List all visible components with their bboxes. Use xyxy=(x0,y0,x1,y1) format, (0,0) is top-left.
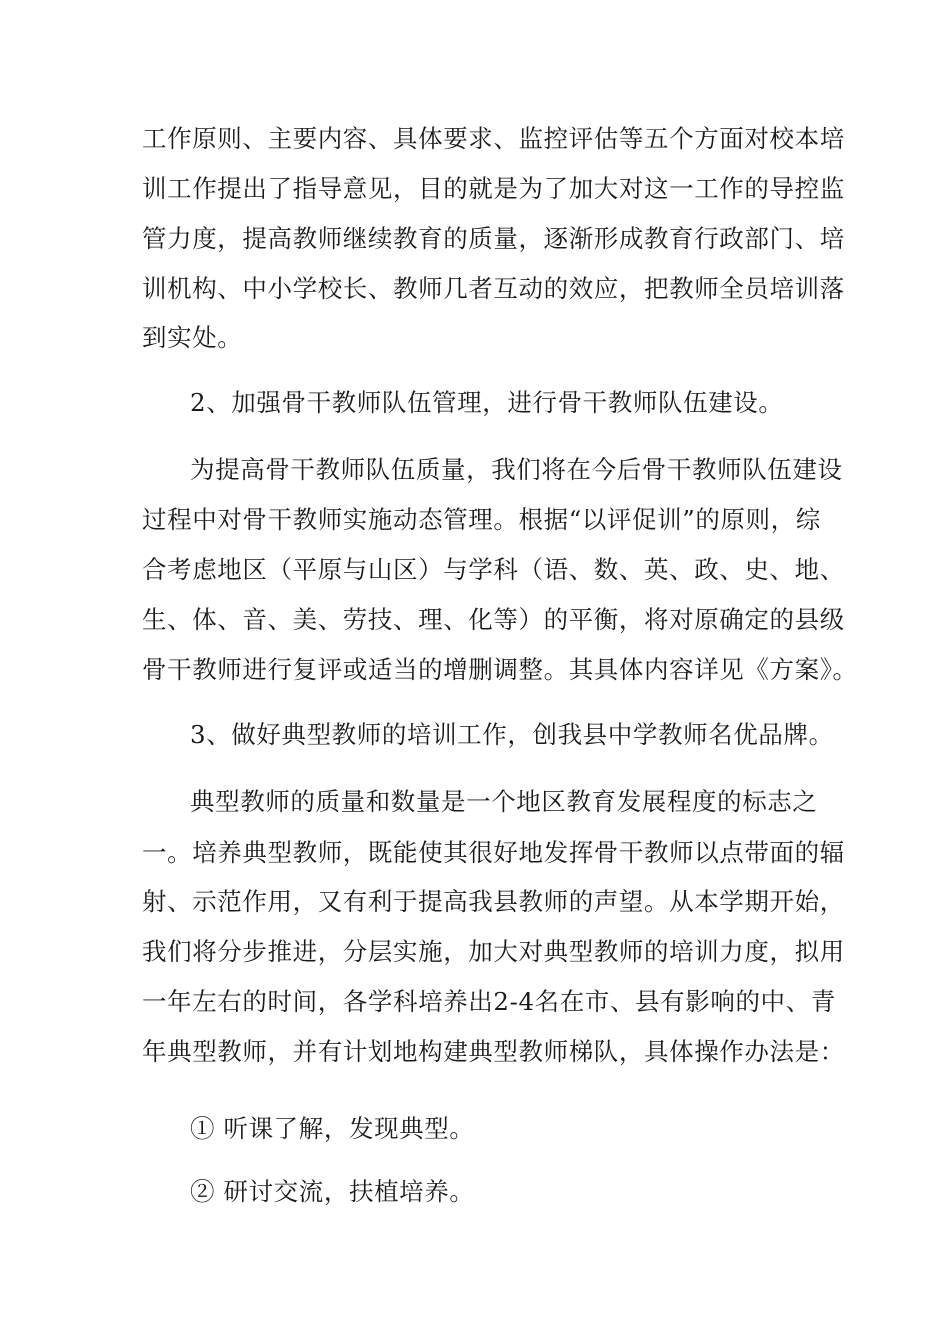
paragraph-1-line-4: 训机构、中小学校长、教师几者互动的效应，把教师全员培训落 xyxy=(142,274,845,303)
paragraph-1-line-2: 训工作提出了指导意见，目的就是为了加大对这一工作的导控监 xyxy=(142,174,845,203)
paragraph-3-line-1: 典型教师的质量和数量是一个地区教育发展程度的标志之 xyxy=(190,787,818,816)
section-heading-3: 3、做好典型教师的培训工作，创我县中学教师名优品牌。 xyxy=(190,720,834,749)
paragraph-2-line-1: 为提高骨干教师队伍质量，我们将在今后骨干教师队伍建设 xyxy=(190,455,843,484)
paragraph-2-line-4: 生、体、音、美、劳技、理、化等）的平衡，将对原确定的县级 xyxy=(142,605,845,634)
paragraph-3-line-6: 年典型教师，并有计划地构建典型教师梯队，具体操作办法是： xyxy=(142,1037,845,1066)
paragraph-3-line-4: 我们将分步推进，分层实施，加大对典型教师的培训力度，拟用 xyxy=(142,937,845,966)
paragraph-1-line-5: 到实处。 xyxy=(142,323,243,352)
paragraph-1-line-3: 管力度，提高教师继续教育的质量，逐渐形成教育行政部门、培 xyxy=(142,224,845,253)
section-heading-2: 2、加强骨干教师队伍管理，进行骨干教师队伍建设。 xyxy=(190,388,784,417)
paragraph-3-line-3: 射、示范作用，又有利于提高我县教师的声望。从本学期开始， xyxy=(142,887,845,916)
list-item-1: ① 听课了解，发现典型。 xyxy=(190,1114,475,1143)
paragraph-1-line-1: 工作原则、主要内容、具体要求、监控评估等五个方面对校本培 xyxy=(142,124,845,153)
paragraph-2-line-3: 合考虑地区（平原与山区）与学科（语、数、英、政、史、地、 xyxy=(142,555,845,584)
paragraph-3-line-2: 一。培养典型教师，既能使其很好地发挥骨干教师以点带面的辐 xyxy=(142,838,845,867)
paragraph-2-line-5: 骨干教师进行复评或适当的增删调整。其具体内容详见《方案》。 xyxy=(142,655,858,684)
paragraph-3-line-5: 一年左右的时间，各学科培养出2-4名在市、县有影响的中、青 xyxy=(142,987,836,1016)
list-item-2: ② 研讨交流，扶植培养。 xyxy=(190,1177,475,1206)
paragraph-2-line-2: 过程中对骨干教师实施动态管理。根据“以评促训”的原则，综 xyxy=(142,505,821,534)
